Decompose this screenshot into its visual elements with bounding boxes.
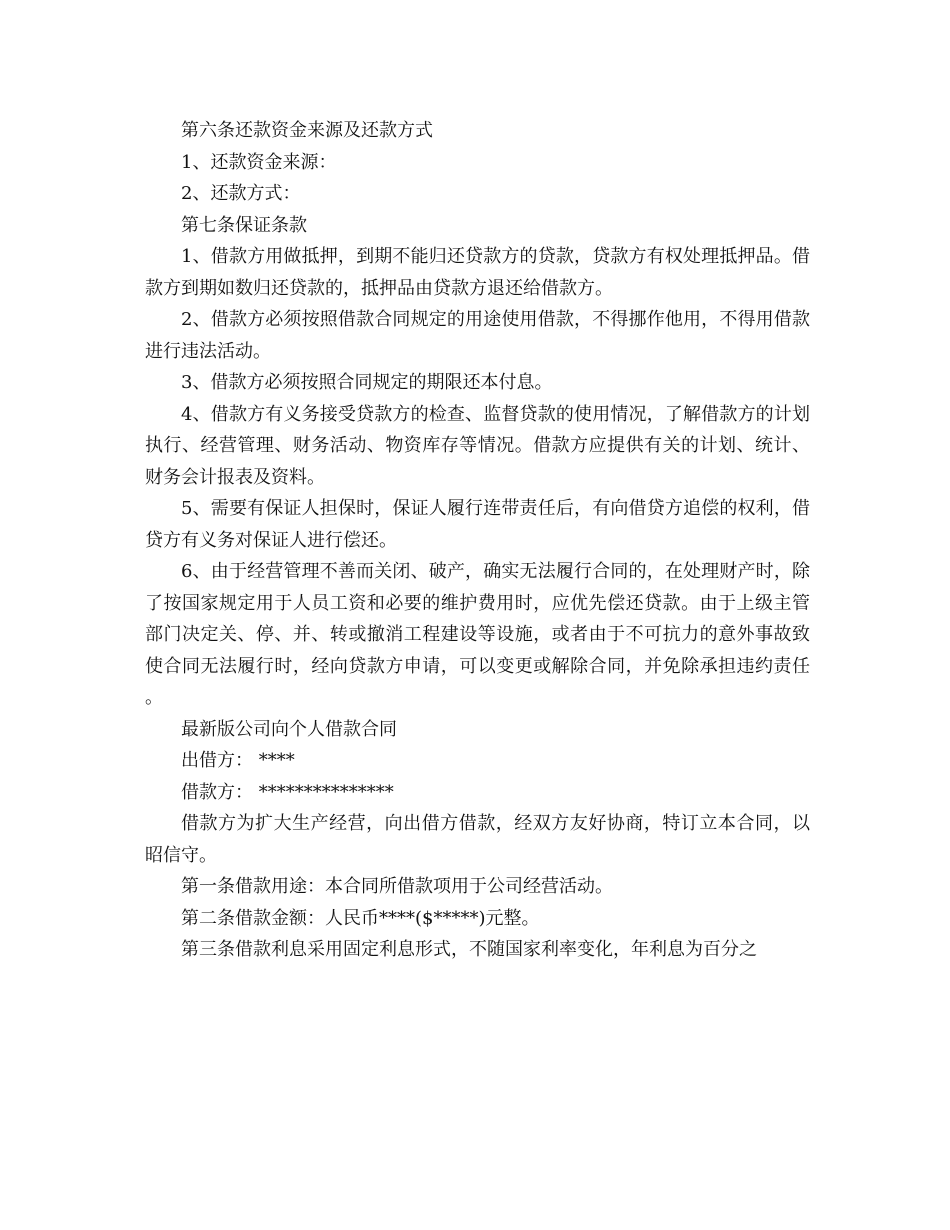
article-6-heading: 第六条还款资金来源及还款方式: [181, 120, 433, 141]
contract-title: 最新版公司向个人借款合同: [181, 718, 397, 740]
lender-line: 出借方： ****: [181, 750, 295, 771]
guarantee-clause-4: 4、借款方有义务接受贷款方的检查、监督贷款的使用情况，了解借款方的计划执行、经营管理、财务活动、物资库存等情况。借款方应提供有关的计划、统计、财务会计报表及资料。: [145, 403, 810, 488]
contract-preamble: 借款方为扩大生产经营，向出借方借款，经双方友好协商，特订立本合同，以昭信守。: [145, 813, 810, 866]
guarantee-clause-6: 6、由于经营管理不善而关闭、破产，确实无法履行合同的，在处理财产时，除了按国家规定用于人员工资和必要的维护费用时，应优先偿还贷款。由于上级主管部门决定关、停、并、转或撤消工程建设等设施，或者由于不可抗力的意外事故致使合同无法履行时，经向贷款方申请，可以变更或解除合同，并免除承担违约责任。: [145, 561, 810, 708]
article-1-loan-purpose: 第一条借款用途：本合同所借款项用于公司经营活动。: [181, 876, 613, 897]
guarantee-clause-3: 3、借款方必须按照合同规定的期限还本付息。: [181, 372, 553, 393]
article-3-loan-interest: 第三条借款利息采用固定利息形式，不随国家利率变化，年利息为百分之: [181, 939, 757, 960]
document-body: [145, 115, 810, 966]
guarantee-clause-2: 2、借款方必须按照借款合同规定的用途使用借款，不得挪作他用，不得用借款进行违法活动。: [145, 309, 810, 362]
guarantee-clause-1: 1、借款方用做抵押，到期不能归还贷款方的贷款，贷款方有权处理抵押品。借款方到期如数归还贷款的，抵押品由贷款方退还给借款方。: [145, 246, 810, 299]
borrower-line: 借款方： ***************: [181, 781, 394, 803]
article-2-loan-amount: 第二条借款金额：人民币****($*****)元整。: [181, 907, 540, 929]
repayment-method: 2、还款方式：: [181, 183, 301, 204]
repayment-source: 1、还款资金来源：: [181, 151, 337, 173]
guarantee-clause-5: 5、需要有保证人担保时，保证人履行连带责任后，有向借贷方追偿的权利，借贷方有义务对保证人进行偿还。: [145, 498, 810, 551]
article-7-heading: 第七条保证条款: [181, 214, 307, 236]
